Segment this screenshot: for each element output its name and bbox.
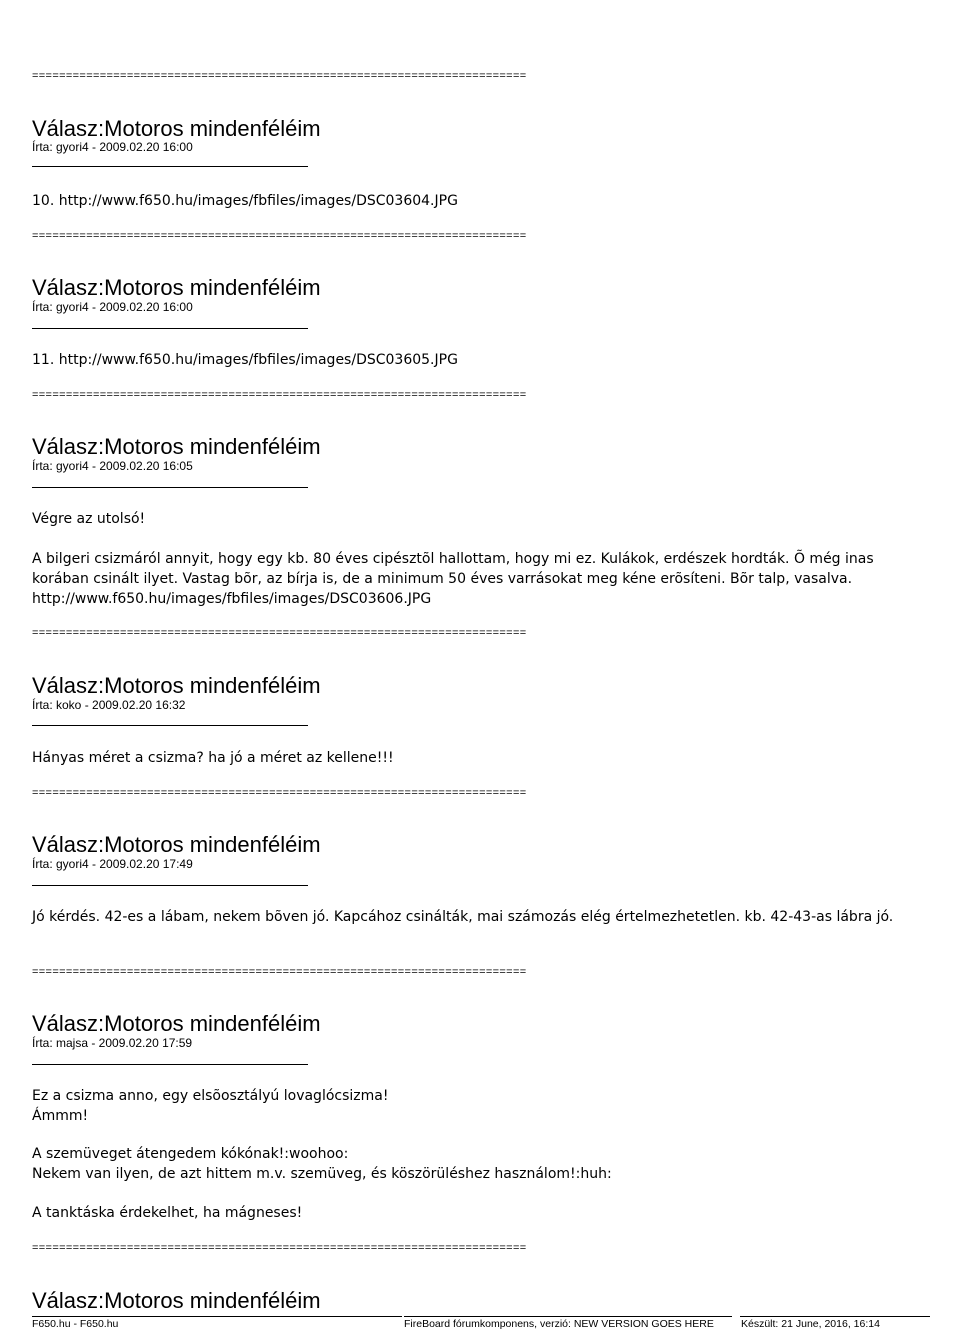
post-separator: =========================================================================	[32, 966, 527, 978]
post-body-line: Ámmm!	[32, 1108, 89, 1124]
post-body-line: Végre az utolsó!	[32, 511, 146, 527]
post-body-line: Ez a csizma anno, egy elsõosztályú lovaglócsizma!	[32, 1088, 389, 1104]
post-header-rule	[32, 885, 308, 886]
post-separator: =========================================================================	[32, 1242, 527, 1254]
post-body-line: A tanktáska érdekelhet, ha mágneses!	[32, 1205, 303, 1221]
footer-rule-left	[32, 1316, 402, 1317]
post-meta: Írta: gyori4 - 2009.02.20 16:00	[32, 140, 193, 154]
footer-rule-right	[740, 1316, 930, 1317]
post-meta: Írta: gyori4 - 2009.02.20 17:49	[32, 857, 193, 871]
post-separator: =========================================================================	[32, 627, 527, 639]
post-separator: =========================================================================	[32, 230, 527, 242]
post-separator: =========================================================================	[32, 389, 527, 401]
post-title: Válasz:Motoros mindenféléim	[32, 1288, 321, 1313]
post-meta: Írta: majsa - 2009.02.20 17:59	[32, 1036, 193, 1050]
post-meta: Írta: koko - 2009.02.20 16:32	[32, 698, 186, 712]
post-header-rule	[32, 487, 308, 488]
post-header-rule	[32, 1064, 308, 1065]
post-title: Válasz:Motoros mindenféléim	[32, 1011, 321, 1036]
footer-component-info: FireBoard fórumkomponens, verzió: NEW VERSION GOES HERE	[404, 1318, 714, 1330]
post-body-line: 10. http://www.f650.hu/images/fbfiles/images/DSC03604.JPG	[32, 193, 458, 209]
footer-site-name: F650.hu - F650.hu	[32, 1318, 119, 1330]
post-separator: =========================================================================	[32, 787, 527, 799]
post-header-rule	[32, 328, 308, 329]
post-title: Válasz:Motoros mindenféléim	[32, 116, 321, 141]
post-body-line: Nekem van ilyen, de azt hittem m.v. szemüveg, és köszörüléshez használom!:huh:	[32, 1166, 612, 1182]
post-body-line: 11. http://www.f650.hu/images/fbfiles/images/DSC03605.JPG	[32, 352, 458, 368]
post-title: Válasz:Motoros mindenféléim	[32, 434, 321, 459]
post-body-paragraph: Jó kérdés. 42-es a lábam, nekem bõven jó. Kapcához csinálták, mai számozás elég értelmezhetetlen. kb. 42-43-as lábra jó.	[32, 909, 894, 925]
post-title: Válasz:Motoros mindenféléim	[32, 832, 321, 857]
post-meta: Írta: gyori4 - 2009.02.20 16:00	[32, 300, 193, 314]
post-meta: Írta: gyori4 - 2009.02.20 16:05	[32, 459, 193, 473]
post-title: Válasz:Motoros mindenféléim	[32, 673, 321, 698]
post-body-paragraph: A bilgeri csizmáról annyit, hogy egy kb. 80 éves cipésztõl hallottam, hogy mi ez. Kulákok, erdészek hordták. Õ még inas korában csinált ilyet. Vastag bõr, az bírja is, de a minimum 50 éves varrásokat meg kéne erõsíteni. Bõr talp, vasalva. http://www.f650.hu/images/fbfiles/images/DSC03606.JPG	[32, 551, 874, 607]
footer-generated-date: Készült: 21 June, 2016, 16:14	[741, 1318, 880, 1330]
footer-rule-center	[404, 1316, 732, 1317]
post-body-line: Hányas méret a csizma? ha jó a méret az kellene!!!	[32, 750, 394, 766]
post-body-line: A szemüveget átengedem kókónak!:woohoo:	[32, 1146, 349, 1162]
post-title: Válasz:Motoros mindenféléim	[32, 275, 321, 300]
post-separator: =========================================================================	[32, 70, 527, 82]
post-header-rule	[32, 725, 308, 726]
post-header-rule	[32, 166, 308, 167]
